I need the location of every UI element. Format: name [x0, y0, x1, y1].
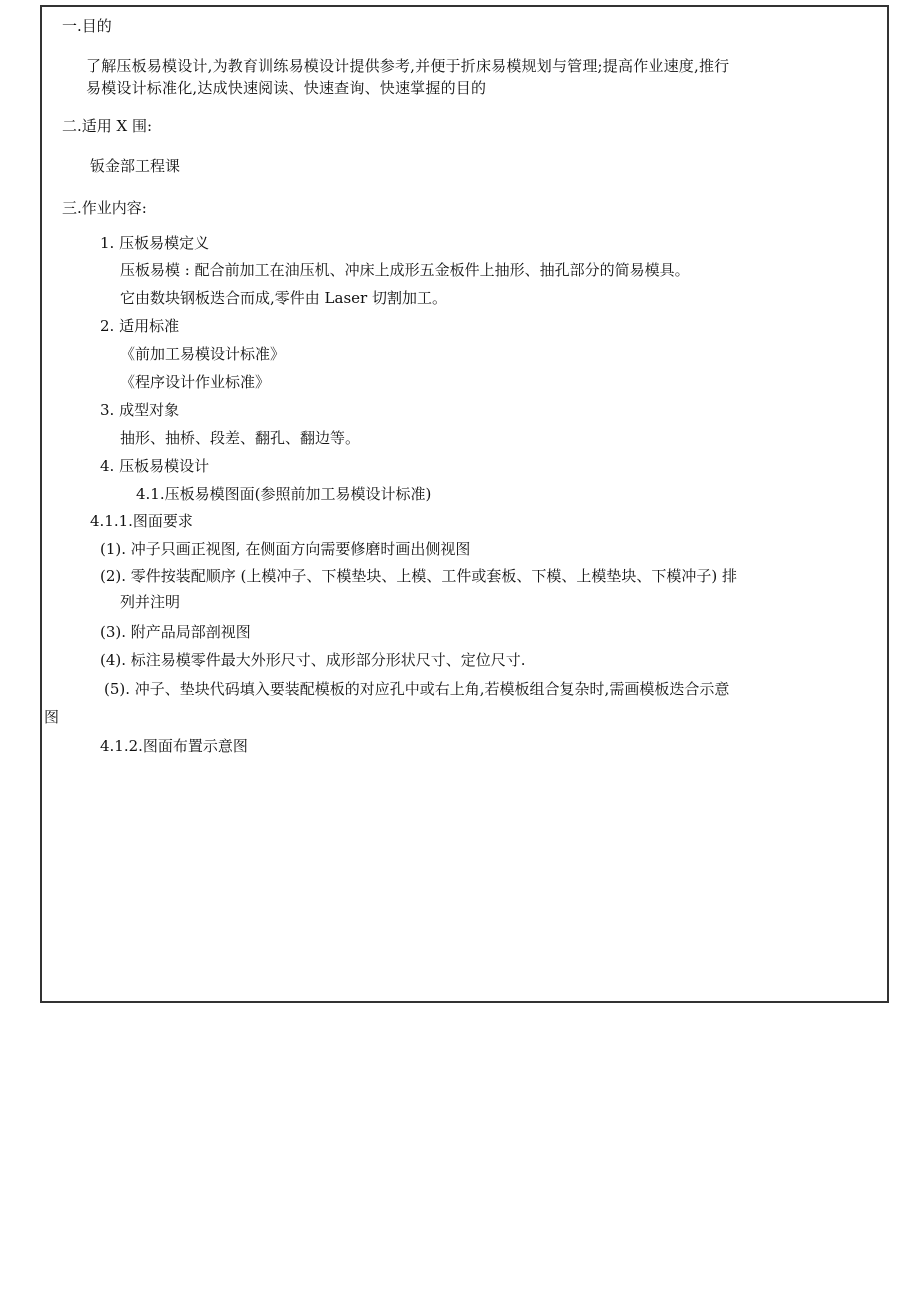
item-3-line-1: 抽形、抽桥、段差、翻孔、翻边等。 [120, 429, 361, 447]
item-4-title: 4. 压板易模设计 [100, 457, 210, 475]
requirement-4: (4). 标注易模零件最大外形尺寸、成形部分形状尺寸、定位尺寸. [100, 651, 526, 669]
requirement-1: (1). 冲子只画正视图, 在侧面方向需要修磨时画出侧视图 [100, 540, 471, 558]
section-2-heading: 二.适用 X 围: [62, 117, 153, 135]
requirement-5-line-1: (5). 冲子、垫块代码填入要装配模板的对应孔中或右上角,若模板组合复杂时,需画模板迭合示意 [104, 680, 730, 698]
requirement-3: (3). 附产品局部剖视图 [100, 623, 251, 641]
document-frame [40, 5, 889, 1003]
section-1-body-line-1: 了解压板易模设计,为教育训练易模设计提供参考,并便于折床易模规划与管理;提高作业速度,推行 [86, 57, 730, 75]
item-4-1-2-heading: 4.1.2.图面布置示意图 [100, 737, 248, 755]
section-3-heading: 三.作业内容: [62, 199, 147, 217]
item-2-line-2: 《程序设计作业标准》 [120, 373, 271, 391]
item-4-1-1-heading: 4.1.1.图面要求 [90, 512, 193, 530]
item-4-1-heading: 4.1.压板易模图面(参照前加工易模设计标准) [136, 485, 432, 503]
item-1-line-1: 压板易模 : 配合前加工在油压机、冲床上成形五金板件上抽形、抽孔部分的简易模具。 [120, 261, 690, 279]
item-2-line-1: 《前加工易模设计标准》 [120, 345, 286, 363]
section-1-heading: 一.目的 [62, 17, 112, 35]
requirement-2-line-2: 列并注明 [120, 593, 181, 611]
section-2-body: 钣金部工程课 [90, 157, 181, 175]
item-1-title: 1. 压板易模定义 [100, 234, 210, 252]
item-2-title: 2. 适用标准 [100, 317, 180, 335]
requirement-5-line-2: 图 [44, 708, 60, 726]
section-1-body-line-2: 易模设计标准化,达成快速阅读、快速查询、快速掌握的目的 [86, 79, 487, 97]
item-3-title: 3. 成型对象 [100, 401, 180, 419]
requirement-2-line-1: (2). 零件按装配顺序 (上模冲子、下模垫块、上模、工件或套板、下模、上模垫块、下模冲子) 排 [100, 567, 738, 585]
item-1-line-2: 它由数块钢板迭合而成,零件由 Laser 切割加工。 [120, 289, 447, 307]
